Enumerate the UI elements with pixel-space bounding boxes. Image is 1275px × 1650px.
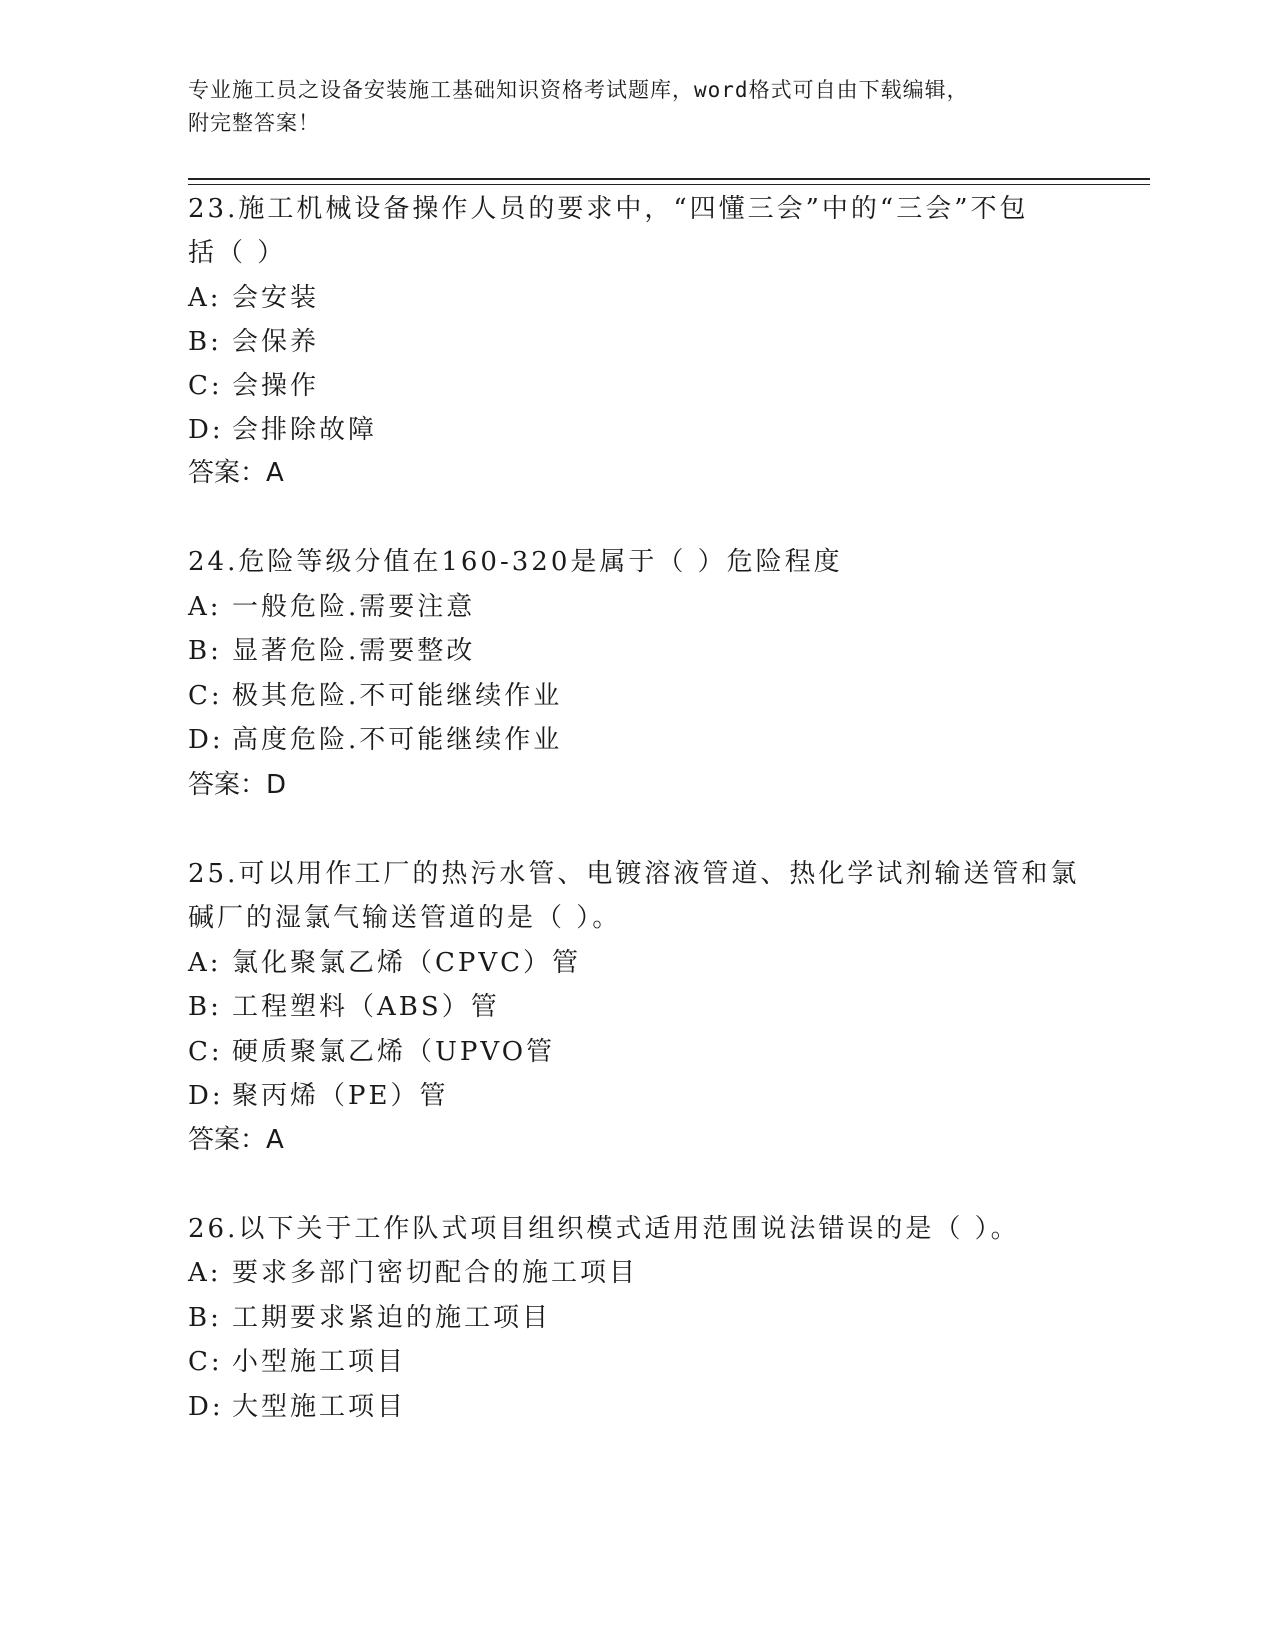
question-23-stem-line-1: 23.施工机械设备操作人员的要求中，“四懂三会”中的“三会”不包 <box>188 194 1029 224</box>
question-24-stem-line-1: 24.危险等级分值在160-320是属于（ ）危险程度 <box>188 547 843 577</box>
question-23-stem-line-2: 括（ ） <box>188 238 287 268</box>
question-23-answer: 答案：A <box>188 458 284 488</box>
question-25-stem-line-2: 碱厂的湿氯气输送管道的是（ ）。 <box>188 903 622 933</box>
question-25-stem-line-1: 25.可以用作工厂的热污水管、电镀溶液管道、热化学试剂输送管和氯 <box>188 859 1080 889</box>
question-26-option-b: B: 工期要求紧迫的施工项目 <box>188 1303 552 1333</box>
question-26-stem-line-1: 26.以下关于工作队式项目组织模式适用范围说法错误的是（ ）。 <box>188 1214 1020 1244</box>
question-23-option-c: C: 会操作 <box>188 371 320 401</box>
question-26-option-d: D: 大型施工项目 <box>188 1392 407 1422</box>
header-line-1: 专业施工员之设备安装施工基础知识资格考试题库，word格式可自由下载编辑， <box>188 78 969 102</box>
question-26-option-c: C: 小型施工项目 <box>188 1347 407 1377</box>
question-23-option-a: A: 会安装 <box>188 283 320 313</box>
question-25-option-d: D: 聚丙烯（PE）管 <box>188 1081 449 1111</box>
question-24-option-a: A: 一般危险.需要注意 <box>188 592 476 622</box>
question-23-option-d: D: 会排除故障 <box>188 415 378 445</box>
question-26-option-a: A: 要求多部门密切配合的施工项目 <box>188 1258 639 1288</box>
document-header <box>188 74 1088 140</box>
question-24-option-d: D: 高度危险.不可能继续作业 <box>188 725 563 755</box>
question-24-option-b: B: 显著危险.需要整改 <box>188 636 476 666</box>
question-25-option-a: A: 氯化聚氯乙烯（CPVC）管 <box>188 948 582 978</box>
question-25-answer: 答案：A <box>188 1125 284 1155</box>
question-24-option-c: C: 极其危险.不可能继续作业 <box>188 681 563 711</box>
question-25-option-c: C: 硬质聚氯乙烯（UPVO管 <box>188 1037 556 1067</box>
question-23-option-b: B: 会保养 <box>188 327 320 357</box>
question-25-option-b: B: 工程塑料（ABS）管 <box>188 992 500 1022</box>
question-24-answer: 答案：D <box>188 770 287 800</box>
header-line-2: 附完整答案！ <box>188 111 320 135</box>
header-divider <box>188 178 1150 185</box>
